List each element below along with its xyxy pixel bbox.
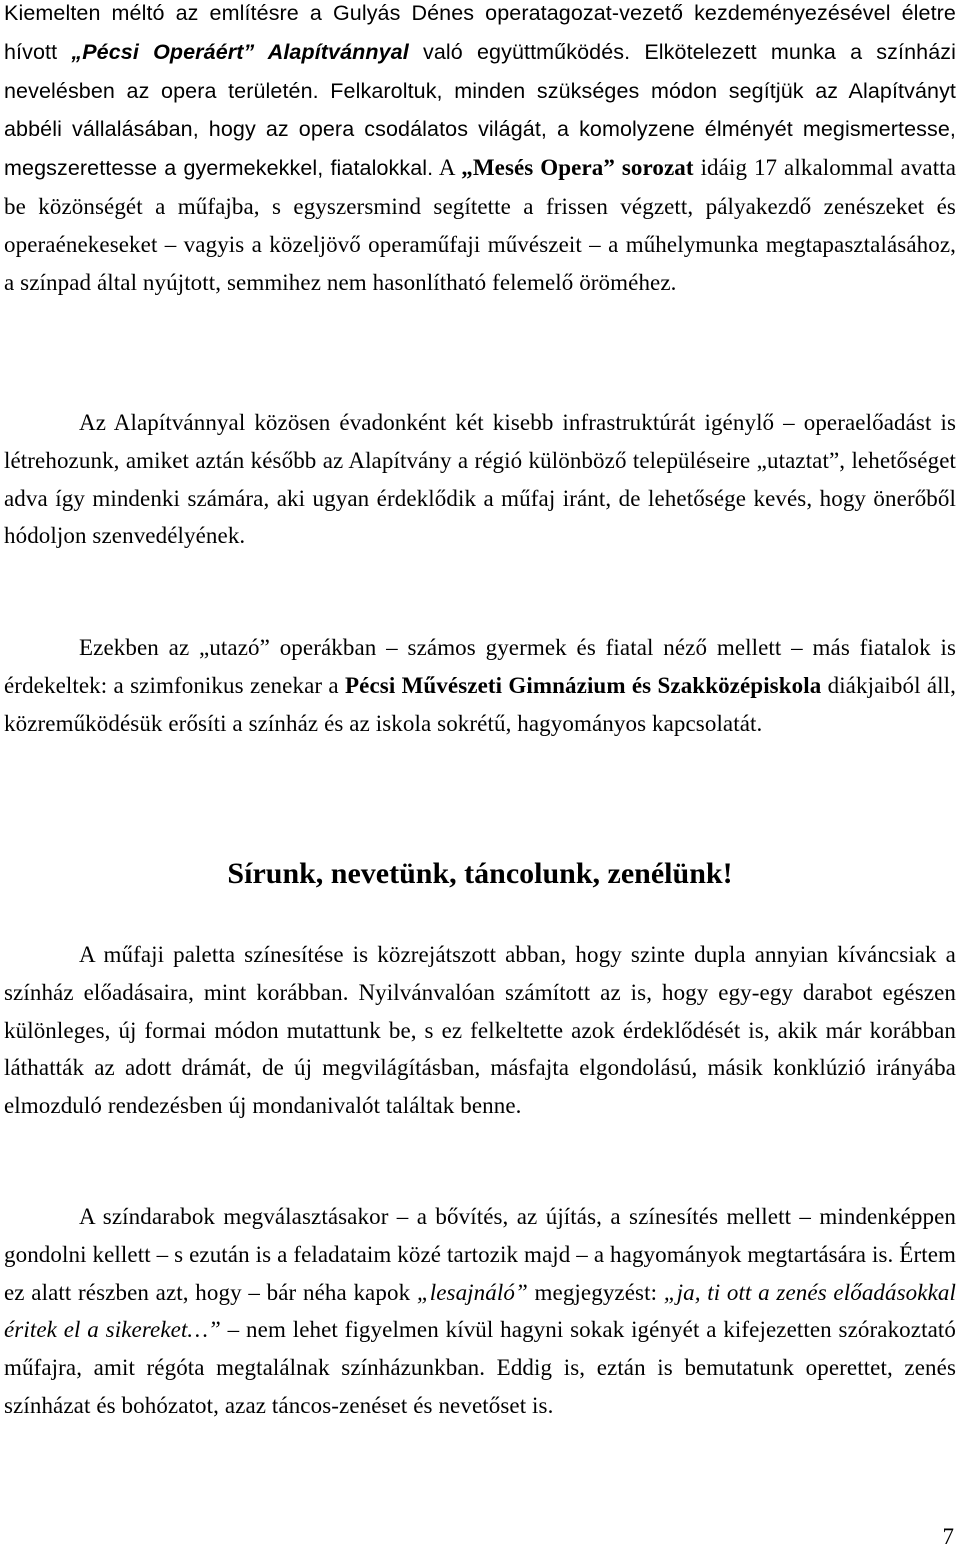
foundation-name: „Pécsi Operáért” Alapítvánnyal (71, 39, 409, 64)
paragraph-1-text-b: való együttműködés. Elkötelezett munka a színházi nevelésben az opera területén. Felkaroltuk, minden szükséges módon segítjük az Alapítványt abbéli vállalásában, hogy az opera csodálatos világát, a komolyzene élményét megismertesse, megszerettesse a gyermekekkel, fiatalokkal. (4, 39, 956, 181)
paragraph-3 (4, 629, 956, 742)
page-number: 7 (942, 1524, 954, 1549)
paragraph-1-text-a: Kiemelten méltó az említésre a Gulyás Dénes operatagozat-vezető kezdeményezésével életre hívott (4, 1, 956, 64)
paragraph-5-text-c: – nem lehet figyelmen kívül hagyni sokak igényét a kifejezetten szórakoztató műfajra, amit régóta megtalálnak színházunkban. Eddig is, eztán is bemutatunk operettet, zenés színházat és bohózatot, azaz táncos-zenéset és nevetőset is. (4, 1317, 956, 1418)
paragraph-5-text-a: A színdarabok megválasztásakor – a bővítés, az újítás, a színesítés mellett – mindenképpen gondolni kellett – s ezután is a feladataim közé tartozik majd – a hagyományok megtartására is. Értem ez alatt részben azt, hogy – bár néha kapok (4, 1204, 956, 1305)
quote-lesajnalo: „lesajnáló” (416, 1279, 528, 1305)
paragraph-3-text-a: Ezekben az „utazó” operákban – számos gyermek és fiatal néző mellett – más fiatalok is érdekeltek: a szimfonikus zenekar a (4, 635, 956, 698)
paragraph-2-text: Az Alapítvánnyal közösen évadonként két kisebb infrastruktúrát igénylő – operaelőadást is létrehozunk, amiket aztán később az Alapítvány a régió különböző településeire „utaztat”, lehetőséget adva így mindenki számára, aki ugyan érdeklődik a műfaj iránt, de lehetősége kevés, hogy önerőből hódoljon szenvedélyének. (4, 410, 956, 549)
series-name: „Mesés Opera” sorozat (461, 155, 694, 181)
paragraph-2 (4, 404, 956, 555)
school-name: Pécsi Művészeti Gimnázium és Szakközépiskola (345, 672, 822, 698)
paragraph-1-text-c: A (433, 155, 462, 181)
paragraph-1-text-d: idáig 17 alkalommal avatta be közönségét a műfajba, s egyszersmind segítette a frissen végzett, pályakezdő zenészeket és operaénekeseket – vagyis a közeljövő operaműfaji művészeit – a műhelymunka megtapasztalásához, a színpad által nyújtott, semmihez nem hasonlítható felemelő öröméhez. (4, 155, 957, 295)
paragraph-5-text-b: megjegyzést: (527, 1279, 664, 1305)
paragraph-4-text: A műfaji paletta színesítése is közrejátszott abban, hogy szinte dupla annyian kíváncsiak a színház előadásaira, mint korábban. Nyilvánvalóan számított az is, hogy egy-egy darabot egészen különleges, új formai módon mutattunk be, s ez felkeltette azok érdeklődését is, akik már korábban láthatták az adott drámát, de új megvilágításban, másfajta elgondolású, másik konklúzió irányába elmozduló rendezésben új mondanivalót találtak benne. (4, 942, 956, 1119)
paragraph-3-text-b: diákjaiból áll, közreműködésük erősíti a színház és az iskola sokrétű, hagyományos kapcsolatát. (4, 672, 956, 736)
section-heading: Sírunk, nevetünk, táncolunk, zenélünk! (227, 857, 733, 890)
quote-remark: „ja, ti ott a zenés előadásokkal éritek el a sikereket…” (4, 1279, 956, 1343)
paragraph-5 (4, 1198, 956, 1425)
paragraph-4 (4, 936, 956, 1125)
paragraph-1 (4, 0, 956, 301)
